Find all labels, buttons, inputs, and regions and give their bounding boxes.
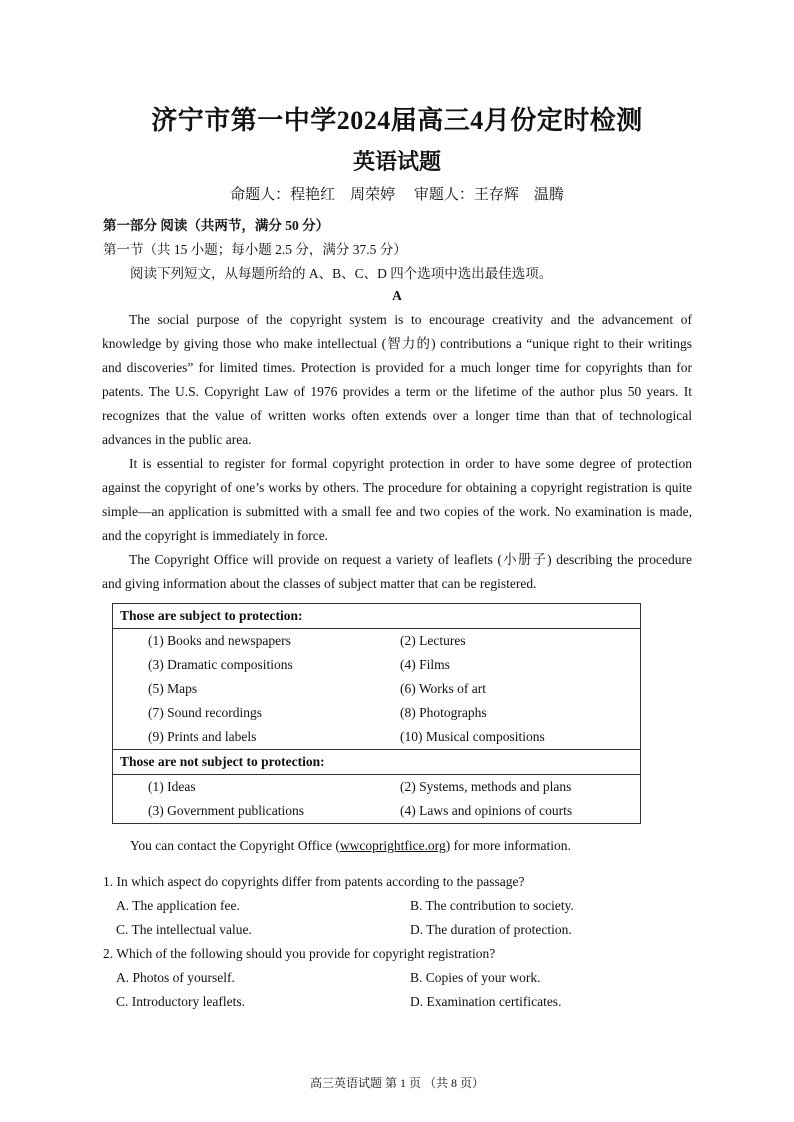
section-part-heading: 第一部分 阅读（共两节，满分 50 分） (103, 218, 330, 233)
section-sub-heading: 第一节（共 15 小题；每小题 2.5 分，满分 37.5 分） (103, 242, 407, 257)
table-cell: (4) Laws and opinions of courts (400, 803, 573, 818)
contact-text-before: You can contact the Copyright Office ( (130, 838, 340, 853)
question-1-stem: 1. In which aspect do copyrights differ from patents according to the passage? (103, 874, 525, 889)
contact-line (130, 838, 571, 854)
question-2-option-b[interactable]: B. Copies of your work. (410, 970, 541, 985)
contact-text-after: ) for more information. (445, 838, 571, 853)
table-row (113, 677, 641, 701)
table-row (113, 653, 641, 677)
unprotected-header: Those are not subject to protection: (113, 750, 641, 775)
table-cell: (2) Lectures (400, 633, 466, 648)
question-1-option-b[interactable]: B. The contribution to society. (410, 898, 574, 913)
table-cell: (4) Films (400, 657, 450, 672)
page-footer: 高三英语试题 第 1 页 （共 8 页） (309, 1076, 484, 1090)
page-subtitle: 英语试题 (352, 149, 441, 174)
table-cell: (9) Prints and labels (148, 729, 257, 744)
table-cell: (5) Maps (148, 681, 198, 696)
question-2-stem: 2. Which of the following should you provide for copyright registration? (103, 946, 496, 961)
table-row (113, 725, 641, 750)
table-header-protected (113, 604, 641, 629)
copyright-table (112, 603, 641, 824)
protected-header: Those are subject to protection: (113, 604, 641, 629)
contact-link[interactable]: wwcoprightfice.org (339, 838, 446, 853)
table-cell: (2) Systems, methods and plans (400, 779, 572, 794)
table-row (113, 799, 641, 824)
table-header-unprotected (113, 750, 641, 775)
passage-paragraph-3: The Copyright Office will provide on request a variety of leaflets (小册子) describing the procedure and giving information about the classes of subject matter that can be registered. (102, 552, 692, 591)
table-cell: (8) Photographs (400, 705, 487, 720)
question-2-option-d[interactable]: D. Examination certificates. (410, 994, 562, 1009)
passage-paragraph-1: The social purpose of the copyright system is to encourage creativity and the advancement of knowledge by giving those who make intellectual (智力的) contributions a “unique right to their writings and discoveries” for limited times. Protection is provided for a much longer time for copyrights than for patents. The U.S. Copyright Law of 1976 provides a term or the lifetime of the author plus 50 years. It recognizes that the value of written works often extends over a longer time than that of technological advances in the public area. (102, 312, 692, 447)
question-1-option-d[interactable]: D. The duration of protection. (410, 922, 572, 937)
table-cell: (7) Sound recordings (148, 705, 262, 720)
table-row (113, 701, 641, 725)
table-cell: (10) Musical compositions (400, 729, 545, 744)
passage-paragraph-2: It is essential to register for formal copyright protection in order to have some degree of protection against the copyright of one’s works by others. The procedure for obtaining a copyright registration is quite simple—an application is submitted with a small fee and two copies of the work. No examination is made, and the copyright is immediately in force. (102, 456, 692, 543)
table-row (113, 629, 641, 654)
table-cell: (6) Works of art (400, 681, 487, 696)
question-2-option-c[interactable]: C. Introductory leaflets. (116, 994, 245, 1009)
authors-line: 命题人：程艳红 周荣婷 审题人：王存辉 温腾 (230, 187, 564, 203)
question-2-option-a[interactable]: A. Photos of yourself. (116, 970, 235, 985)
question-1-option-a[interactable]: A. The application fee. (116, 898, 240, 913)
page-title: 济宁市第一中学2024届高三4月份定时检测 (151, 106, 643, 135)
table-cell: (3) Government publications (148, 803, 304, 818)
table-cell: (1) Books and newspapers (148, 633, 291, 648)
section-instruction: 阅读下列短文，从每题所给的 A、B、C、D 四个选项中选出最佳选项。 (130, 266, 553, 281)
question-1-option-c[interactable]: C. The intellectual value. (116, 922, 252, 937)
passage-label: A (392, 288, 402, 303)
table-row (113, 775, 641, 800)
table-cell: (3) Dramatic compositions (148, 657, 293, 672)
table-cell: (1) Ideas (148, 779, 196, 794)
